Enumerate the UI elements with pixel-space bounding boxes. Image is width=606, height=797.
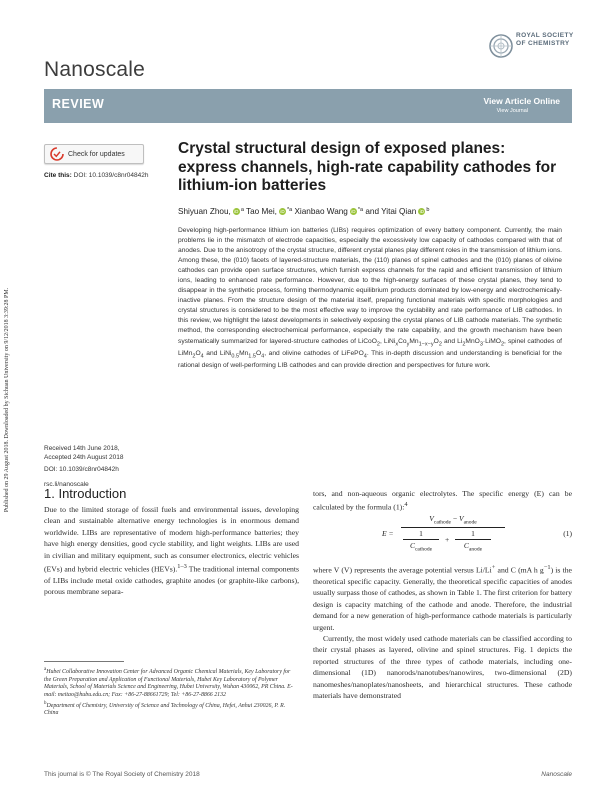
equation-1 bbox=[313, 514, 572, 558]
author-affiliation: *a bbox=[357, 207, 364, 213]
footer-copyright: This journal is © The Royal Society of Chemistry 2018 bbox=[44, 771, 200, 778]
footer-journal: Nanoscale bbox=[541, 771, 572, 778]
footnote-a: $^a$Hubei Collaborative Innovation Center for Advanced Organic Chemical Materials, Key Laboratory for the Green Preparation and Application of Functional Materials, Hubei Key Laboratory of Polymer Materials, School of Materials Science and Engineering, Hubei University, Wuhan 430062, PR China. E-mail: meitao@hubu.edu.cn; Fax: +86-27-88661729; Tel: +86-27-8866 2132 bbox=[44, 667, 293, 699]
rsc-link[interactable]: rsc.li/nanoscale bbox=[44, 481, 89, 488]
cite-doi[interactable]: DOI: 10.1039/c8nr04842h bbox=[73, 172, 149, 179]
article-type-label: REVIEW bbox=[52, 97, 105, 111]
view-journal-link[interactable]: View Journal bbox=[496, 108, 528, 114]
equation-denominator: 1 $C_{cathode}$ + 1 $C_{anode}$ bbox=[401, 529, 505, 555]
journal-name: Nanoscale bbox=[44, 58, 146, 81]
author-affiliation: b bbox=[426, 207, 430, 213]
body-column-left: Due to the limited storage of fossil fuels and environmental issues, developing clean and sustainable alternative energy technologies is in enormous demand worldwide. LIBs are representative of modern high-performance batteries; they have high energy densities, good cycle stability, and light weights. LIBs are used in civilian and military equipment, such as consumer electronics, electric vehicles (EVs) and hybrid electric vehicles (HEVs).$^{1-3}$ The traditional internal components of LIBs include metal oxide cathodes, graphite anodes (or graphite-like carbons), porous membrane separa- bbox=[44, 505, 299, 597]
check-updates-icon bbox=[50, 147, 64, 161]
author-name[interactable]: Tao Mei, bbox=[246, 207, 277, 216]
article-type-band bbox=[44, 89, 572, 123]
rsc-logo-line1: ROYAL SOCIETY bbox=[516, 32, 574, 39]
rsc-logo-text bbox=[516, 32, 574, 47]
received-date: Received 14th June 2018, bbox=[44, 445, 120, 452]
equation-numerator: $V_{cathode} - V_{anode}$ bbox=[429, 514, 477, 526]
view-article-online-link[interactable]: View Article Online bbox=[483, 96, 560, 106]
author-affiliation: *a bbox=[286, 207, 293, 213]
rsc-logo-line2: OF CHEMISTRY bbox=[516, 39, 570, 47]
orcid-icon[interactable]: iD bbox=[419, 209, 424, 214]
author-name[interactable]: Shiyuan Zhou, bbox=[178, 207, 231, 216]
check-for-updates-label: Check for updates bbox=[68, 150, 125, 158]
equation-fraction-bar bbox=[401, 527, 505, 528]
body-paragraph: Currently, the most widely used cathode materials can be classified according to their crystal phases as layered, olivine and spinel structures. Fig. 1 depicts the reported structures of the three types of cathode materials, including one-dimensional (1D) nanorods/nanotubes/nanowires, two-dimensional (2D) nanomeshes/nanoplates/nanosheets, and hierarchical structures. These cathode materials have demonstrated bbox=[313, 634, 572, 701]
article-doi[interactable]: DOI: 10.1039/c8nr04842h bbox=[44, 466, 119, 473]
rsc-logo bbox=[488, 26, 578, 70]
received-dates bbox=[44, 444, 124, 462]
orcid-icon[interactable]: iD bbox=[351, 209, 356, 214]
cite-this bbox=[44, 172, 148, 179]
equation-number: (1) bbox=[563, 529, 572, 538]
footnote-divider bbox=[44, 661, 124, 662]
author-list bbox=[178, 207, 558, 216]
accepted-date: Accepted 24th August 2018 bbox=[44, 454, 124, 461]
body-column-right: where V (V) represents the average potential versus Li/Li+ and C (mA h $g^{-1}$) is the theoretical specific capacity. Generally, the theoretical specific capacities of anodes usually surpass those of cathodes, as shown in Table 1. The first criterion for battery design is capacity matching of the cathode and anode. Therefore, the industrial demand for a new generation of high-performance cathode materials is particularly urgent. Currently, the most widely used cathode materials can be classified according to their crystal phases as layered, olivine and spinel structures. Fig. 1 depicts the reported structures of the three types of cathode materials, including one-dimensional (1D) nanorods/nanotubes/nanowires, two-dimensional (2D) nanomeshes/nanoplates/nanosheets, and hierarchical structures. These cathode materials have demonstrated bbox=[313, 564, 572, 701]
cite-label: Cite this: bbox=[44, 172, 72, 179]
article-title: Crystal structural design of exposed planes: express channels, high-rate capability cathodes for lithium-ion batteries bbox=[178, 140, 557, 194]
page-footer bbox=[44, 771, 572, 783]
orcid-icon[interactable]: iD bbox=[280, 209, 285, 214]
orcid-icon[interactable]: iD bbox=[234, 209, 239, 214]
footnote-b: $^b$Department of Chemistry, University of Science and Technology of China, Hefei, Anhui 230026, P. R. China bbox=[44, 700, 286, 717]
equation-lhs: E = bbox=[382, 529, 394, 538]
author-name[interactable]: and Yitai Qian bbox=[365, 207, 417, 216]
download-notice bbox=[0, 140, 14, 660]
author-affiliation: a bbox=[240, 207, 244, 213]
body-column-right-top: tors, and non-aqueous organic electrolytes. The specific energy (E) can be calculated by the formula (1):$^4$ bbox=[313, 489, 572, 512]
rsc-logo-icon bbox=[488, 26, 514, 66]
abstract: Developing high-performance lithium ion batteries (LIBs) requires optimization of every battery component. Currently, the main problems lie in the mismatch of electrode capacities, especially the excessively low capacity of cathodes compared with that of anodes. Due to the anisotropy of the crystal structure, different crystal planes play different roles in the transmission of lithium ions. Among these, the (010) facets of layered-structure materials, the (110) planes of spinel cathodes and the (010) planes of olivine cathodes can provide open surface structures, which furnish express channels for the rapid and efficient transmission of lithium ions, leading to enhanced rate performance. However, due to the high-energy surfaces of these crystal planes, they tend to disappear in the synthetic process, forming thermodynamic equilibrium products dominated by low-energy and electrochemically-inactive planes. From the structure design of the material itself, preparing functional materials with specific morphologies and crystal structures is considered to be the most effective way to improve the cyclability and rate performance of LIB cathodes. In this review, we highlight the latest developments in selectively exposing the crystal planes of LIB cathode materials. The synthetic method, the corresponding electrochemical performance, especially the rate capability, and the growth mechanism have been systematically summarized for layered-structure cathodes of LiCoO$_2$, $LiNi_xCo_yMn_{1-x-y}O_2$ and $Li_2MnO_3\cdot LiMO_2$, spinel cathodes of $LiMn_2O_4$ and $LiNi_{0.5}Mn_{1.5}O_4$, and olivine cathodes of LiFePO$_4$. This in-depth discussion and understanding is beneficial for the rational design of well-performing LIB cathodes and can provide direction and perspectives for future work. bbox=[178, 227, 562, 370]
check-for-updates-button[interactable] bbox=[44, 144, 144, 164]
download-notice-text: Published on 29 August 2018. Downloaded by Sichuan University on 9/12/2018 3:39:28 PM. bbox=[4, 287, 10, 513]
section-heading: 1. Introduction bbox=[44, 486, 127, 501]
affiliation-footnotes bbox=[44, 666, 294, 718]
author-name[interactable]: Xianbao Wang bbox=[294, 207, 348, 216]
